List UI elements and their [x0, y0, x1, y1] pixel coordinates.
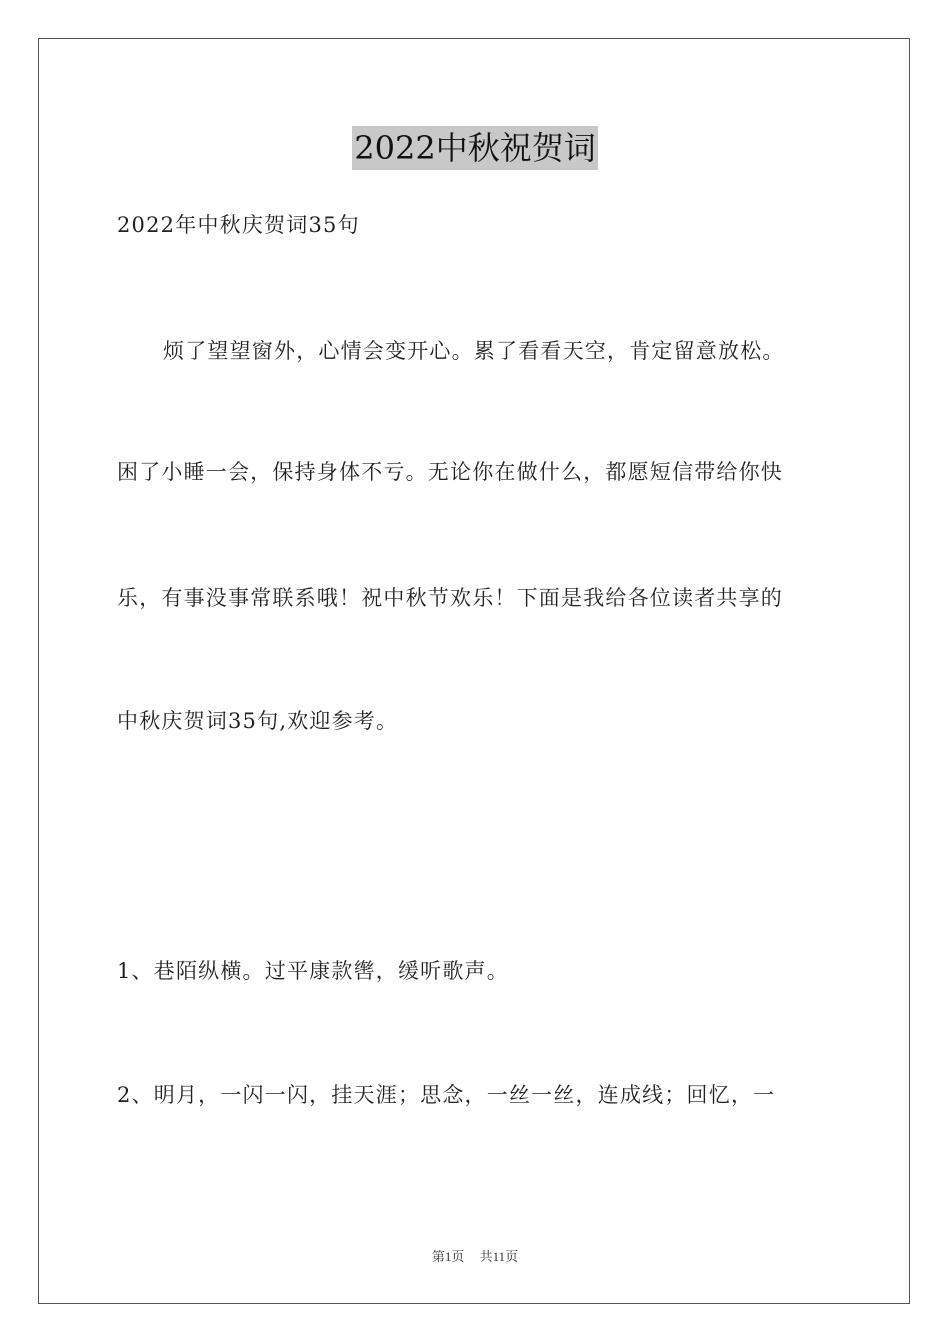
title-container	[0, 126, 950, 170]
document-title: 2022中秋祝贺词	[352, 126, 597, 170]
page-footer	[0, 1246, 950, 1265]
list-item-2: 2、明月，一闪一闪，挂天涯；思念，一丝一丝，连成线；回忆，一	[117, 1083, 776, 1107]
paragraph-line-4: 中秋庆贺词35句,欢迎参考。	[117, 709, 399, 733]
list-item-1: 1、巷陌纵横。过平康款辔，缓听歌声。	[117, 959, 509, 983]
paragraph-line-1: 烦了望望窗外，心情会变开心。累了看看天空，肯定留意放松。	[163, 339, 785, 363]
page-total: 共11页	[479, 1249, 519, 1264]
paragraph-line-3: 乐，有事没事常联系哦！祝中秋节欢乐！下面是我给各位读者共享的	[117, 586, 783, 610]
paragraph-line-2: 困了小睡一会，保持身体不亏。无论你在做什么，都愿短信带给你快	[117, 460, 783, 484]
document-subtitle: 2022年中秋庆贺词35句	[117, 213, 360, 237]
page-number: 第1页	[431, 1249, 465, 1264]
